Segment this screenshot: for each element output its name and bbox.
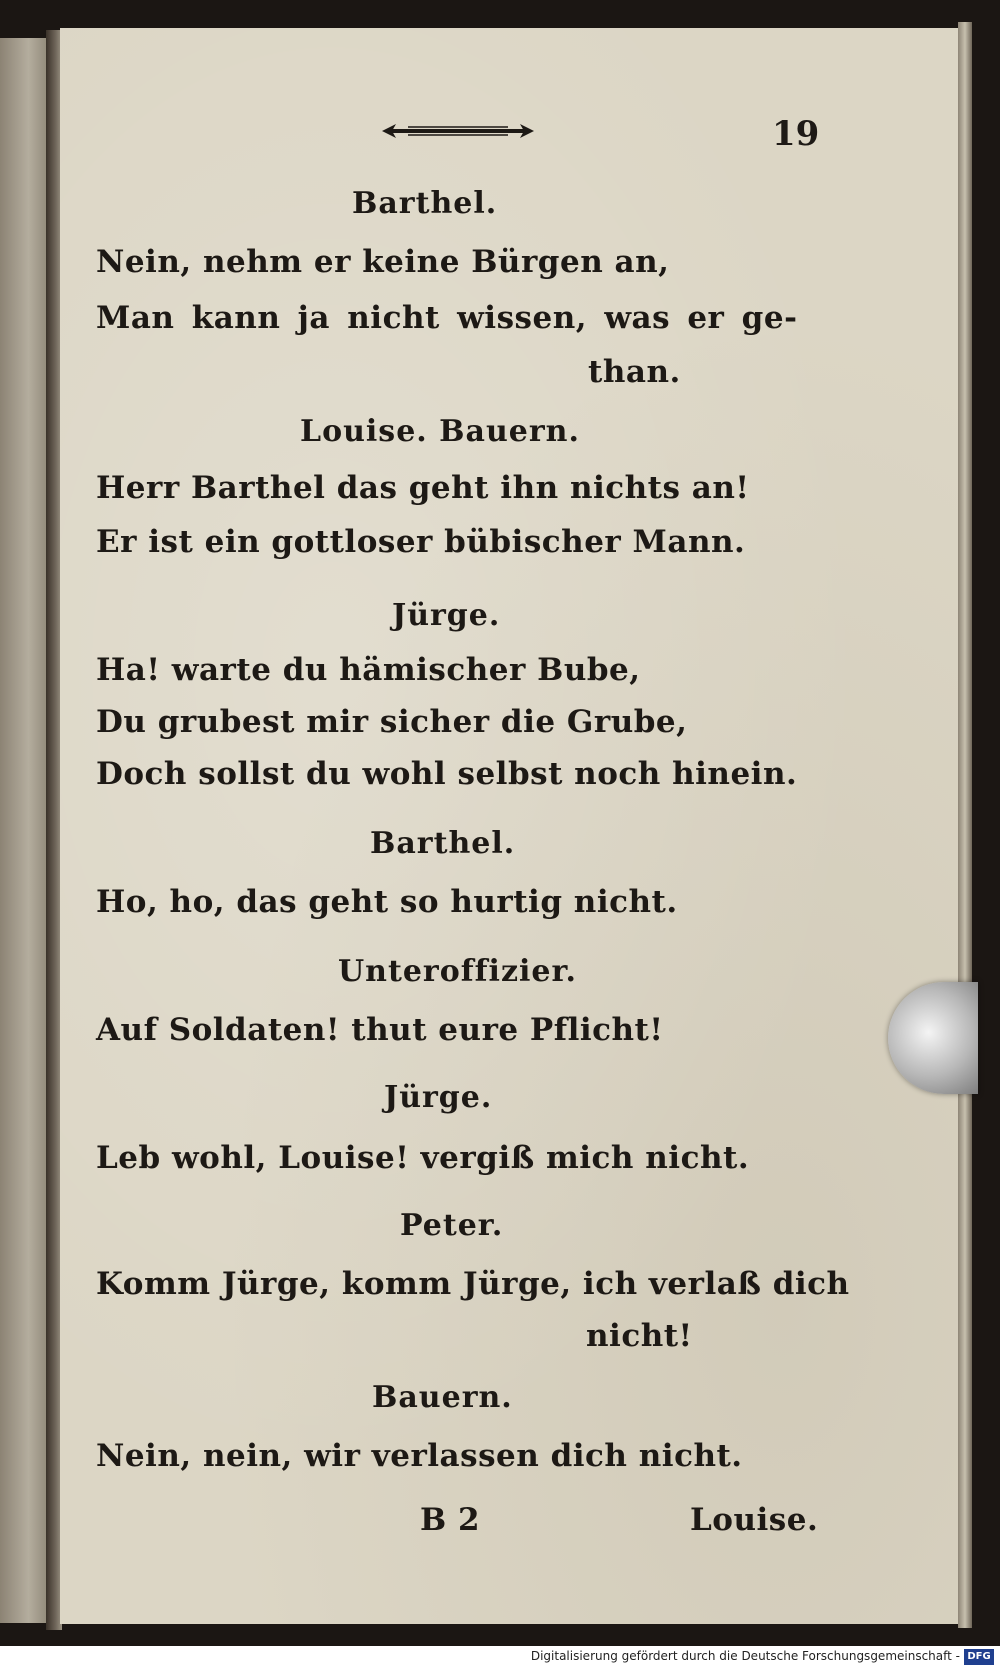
speaker-label: Barthel. bbox=[352, 186, 498, 221]
verse-continuation: than. bbox=[588, 354, 681, 390]
speaker-label: Bauern. bbox=[372, 1380, 513, 1415]
speaker-label: Louise. Bauern. bbox=[300, 414, 580, 449]
verse-continuation: nicht! bbox=[586, 1318, 693, 1354]
verse-line: Nein, nehm er keine Bürgen an, bbox=[96, 244, 670, 280]
verse-line: Nein, nein, wir verlassen dich nicht. bbox=[96, 1438, 743, 1474]
speaker-label: Peter. bbox=[400, 1208, 504, 1243]
page-stack-edge bbox=[958, 22, 972, 1628]
speaker-label: Barthel. bbox=[370, 826, 516, 861]
verse-line: Du grubest mir sicher die Grube, bbox=[96, 704, 688, 740]
speaker-label: Jürge. bbox=[384, 1080, 493, 1115]
left-page-edge bbox=[0, 38, 52, 1623]
verse-line: Herr Barthel das geht ihn nichts an! bbox=[96, 470, 750, 506]
page-number: 19 bbox=[772, 114, 820, 154]
verse-line: Man kann ja nicht wissen, was er ge- bbox=[96, 300, 798, 336]
verse-line: Komm Jürge, komm Jürge, ich verlaß dich bbox=[96, 1266, 850, 1302]
verse-line: Doch sollst du wohl selbst noch hinein. bbox=[96, 756, 798, 792]
verse-line: Er ist ein gottloser bübischer Mann. bbox=[96, 524, 746, 560]
verse-line: Auf Soldaten! thut eure Pflicht! bbox=[96, 1012, 664, 1048]
dfg-logo: DFG bbox=[964, 1649, 994, 1665]
verse-line: Leb wohl, Louise! vergiß mich nicht. bbox=[96, 1140, 750, 1176]
footer-credit: Digitalisierung gefördert durch die Deutsche Forschungsgemeinschaft - bbox=[530, 1649, 960, 1663]
ornament-rule-icon bbox=[378, 120, 538, 142]
signature-mark: B 2 bbox=[420, 1502, 481, 1538]
speaker-label: Unteroffizier. bbox=[338, 954, 577, 989]
speaker-label: Jürge. bbox=[392, 598, 501, 633]
digitization-footer bbox=[0, 1646, 1000, 1669]
verse-line: Ho, ho, das geht so hurtig nicht. bbox=[96, 884, 678, 920]
verse-line: Ha! warte du hämischer Bube, bbox=[96, 652, 641, 688]
catchword: Louise. bbox=[690, 1502, 819, 1538]
